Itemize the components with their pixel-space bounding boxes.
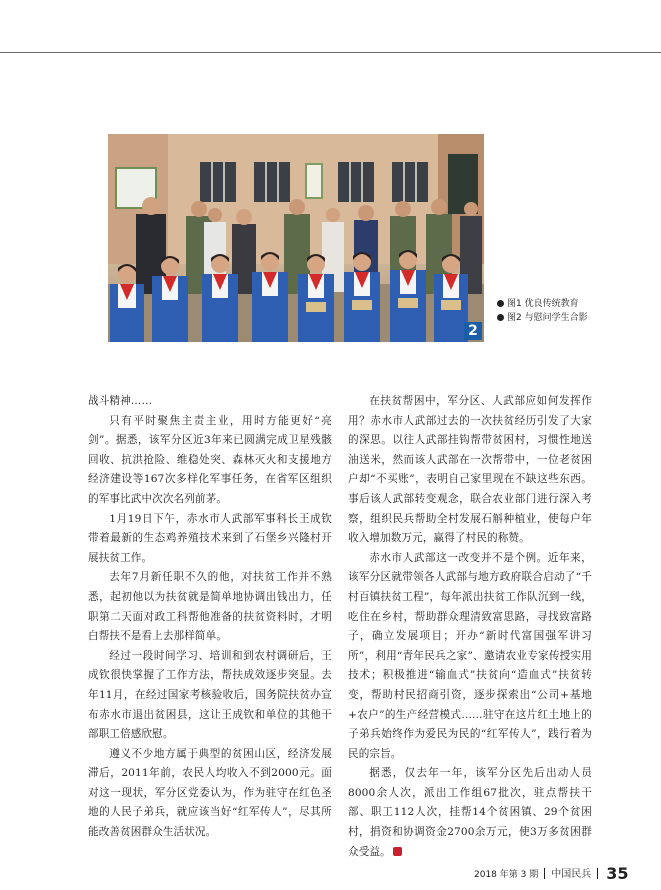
- paragraph-final-text: 据悉，仅去年一年，该军分区先后出动人员8000余人次，派出工作组67批次，驻点帮扶干部、职工112人次，挂帮14个贫困镇、29个贫困村，捐资和协调资金2700余万元，使3万多贫困群众受益。: [348, 767, 592, 858]
- paragraph: 赤水市人武部这一改变并不是个例。近年来，该军分区就带领各人武部与地方政府联合启动了“千村百镇扶贫工程”，每年派出扶贫工作队沉到一线，吃住在乡村，帮助群众理清致富思路，寻找致富路子，确立发展项目；开办“新时代富国强军讲习所”，利用“青年民兵之家”、邀请农业专家传授实用技术；积极推进“输血式”扶贫向“造血式”扶贫转变，帮助村民招商引资，逐步探索出“公司+基地+农户”的生产经营模式……驻守在这片红土地上的子弟兵始终作为爱民为民的“红军传人”，践行着为民的宗旨。: [348, 551, 592, 760]
- caption-2-text: 图2 与慰问学生合影: [507, 313, 588, 323]
- footer-divider: [597, 868, 598, 879]
- page-footer: [474, 864, 628, 883]
- figure-number-badge: 2: [464, 322, 482, 340]
- bullet-icon: [497, 314, 504, 321]
- page-number: 35: [606, 864, 629, 883]
- footer-divider: [544, 868, 545, 879]
- paragraph: 只有平时聚焦主责主业，用时方能更好“亮剑”。据悉，该军分区近3年来已圆满完成卫星残骸回收、抗洪抢险、维稳处突、森林灭火和支援地方经济建设等167次多样化军事任务，在省军区组织的军事比武中次次名列前茅。: [88, 414, 332, 505]
- group-photo: [108, 134, 484, 342]
- paragraph: 战斗精神……: [88, 395, 153, 407]
- paragraph-final: [348, 764, 592, 862]
- bullet-icon: [497, 300, 504, 307]
- magazine-name: 中国民兵: [551, 869, 592, 880]
- article-column-right: [348, 392, 592, 862]
- figure-captions: [497, 297, 588, 325]
- header-rule: [0, 52, 661, 53]
- paragraph: 去年7月新任职不久的他，对扶贫工作并不熟悉，起初他以为扶贫就是简单地协调出钱出力，任职第二天面对政工科帮他准备的扶贫资料时，才明白帮扶不是看上去那样简单。: [88, 571, 332, 643]
- caption-2: [497, 311, 588, 325]
- photo-illustration: [108, 134, 484, 342]
- issue-label: 2018 年第 3 期: [474, 870, 539, 880]
- article-end-icon: [393, 847, 402, 856]
- caption-1-text: 图1 优良传统教育: [507, 299, 579, 309]
- caption-1: [497, 297, 588, 311]
- paragraph: 经过一段时间学习、培训和到农村调研后，王成钦很快掌握了工作方法，帮扶成效逐步突显。去年11月，在经过国家考核验收后，国务院扶贫办宣布赤水市退出贫困县，这让王成钦和单位的其他干部职工倍感欣慰。: [88, 649, 332, 741]
- article-column-left: [88, 392, 332, 843]
- paragraph: 在扶贫帮困中，军分区、人武部应如何发挥作用？赤水市人武部过去的一次扶贫经历引发了大家的深思。以往人武部挂钩帮带贫困村，习惯性地送油送米，然而该人武部在一次帮带中，一位老贫困户却“不买账”，表明自己家里现在不缺这些东西。事后该人武部转变观念，联合农业部门进行深入考察，组织民兵帮助全村发展石斛种植业，使每户年收入增加数万元，赢得了村民的称赞。: [348, 395, 592, 545]
- paragraph: 遵义不少地方属于典型的贫困山区，经济发展滞后，2011年前，农民人均收入不到2000元。面对这一现状，军分区党委认为，作为驻守在红色圣地的人民子弟兵，就应该当好“红军传人”，尽其所能改善贫困群众生活状况。: [88, 747, 332, 839]
- paragraph: 1月19日下午，赤水市人武部军事科长王成钦带着最新的生态鸡养殖技术来到了石堡乡兴隆村开展扶贫工作。: [88, 512, 332, 564]
